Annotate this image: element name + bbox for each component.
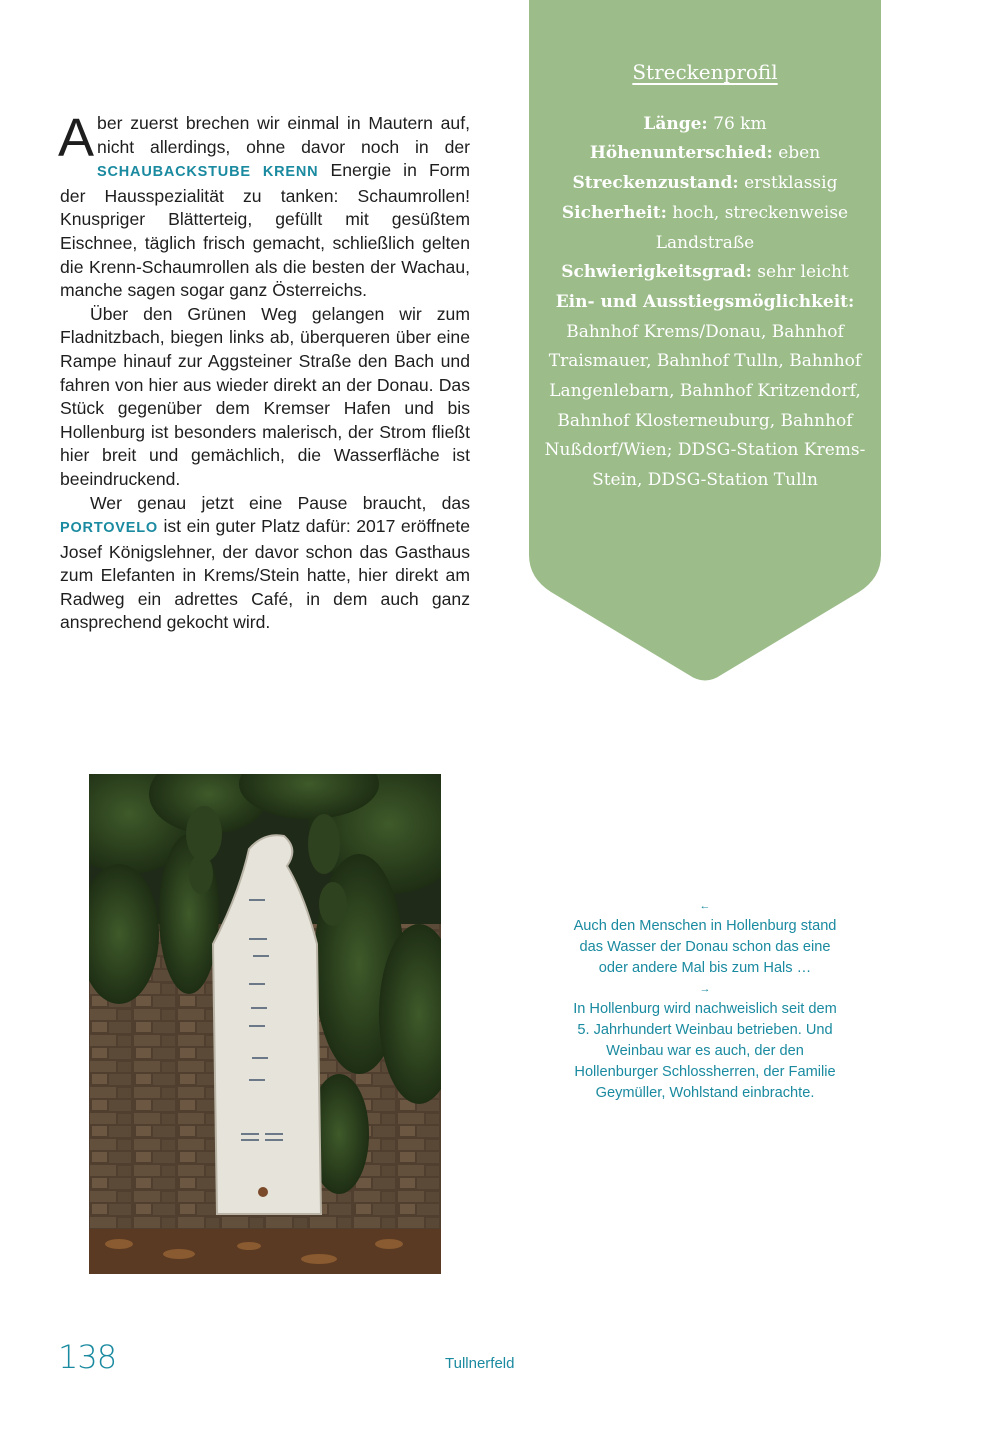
main-text — [58, 108, 470, 635]
section-name: Tullnerfeld — [445, 1355, 515, 1372]
flood-marker-photo — [89, 774, 441, 1274]
profile-title: Streckenprofil — [632, 60, 778, 84]
image-captions — [570, 896, 840, 1104]
profile-item-laenge: Länge: 76 km — [643, 113, 767, 134]
profile-item-sicherheit: Sicherheit: hoch, streckenweise Landstraße — [561, 202, 849, 253]
profile-item-einstieg: Ein- und Ausstiegsmöglichkeit: Bahnhof Krems/Donau, Bahnhof Traismauer, Bahnhof Tulln, Bahnhof Langenlebarn, Bahnhof Kritzendorf, Bahnhof Klosterneuburg, Bahnhof Nußdorf/Wien; DDSG-Station Krems-Stein, DDSG-Station Tulln — [544, 291, 866, 491]
profile-item-streckenzustand: Streckenzustand: erstklassig — [572, 173, 838, 194]
paragraph-1-text-a: ber zuerst brechen wir einmal in Mautern auf, nicht allerdings, ohne davor noch in der — [97, 113, 470, 157]
caption-left: Auch den Menschen in Hollenburg stand das Wasser der Donau schon das eine oder andere Mal bis zum Hals … — [573, 918, 837, 976]
profile-item-schwierigkeitsgrad: Schwierigkeitsgrad: sehr leicht — [561, 262, 849, 283]
arrow-left-icon: ← — [699, 900, 711, 912]
photo-illustration — [89, 774, 441, 1274]
arrow-right-icon: → — [699, 983, 711, 995]
drop-cap: A — [58, 108, 95, 168]
highlight-schaubackstube: SCHAUBACKSTUBE KRENN — [97, 164, 319, 181]
paragraph-1-text-b: Energie in Form der Hausspezialität zu tanken: Schaumrollen! Knuspriger Blätterteig, gefüllt mit gesüßtem Eischnee, täglich frisch gemacht, schließlich gelten die Krenn-Schaumrollen als die besten der Wachau, manche sagen sogar ganz Österreichs. — [60, 160, 470, 301]
route-profile-box — [529, 0, 881, 686]
profile-item-hoehenunterschied: Höhenunterschied: eben — [589, 143, 821, 164]
paragraph-1 — [58, 108, 470, 303]
paragraph-3 — [60, 492, 470, 636]
paragraph-3-text-a: Wer genau jetzt eine Pause braucht, das — [90, 492, 470, 513]
highlight-portovelo: PORTOVELO — [60, 520, 158, 537]
paragraph-3-text-b: ist ein guter Platz dafür: 2017 eröffnete Josef Königslehner, der davor schon das Gasthaus zum Elefanten in Krems/Stein hatte, hier direkt am Radweg ein adrettes Café, in dem auch ganz ansprechend gekocht wird. — [60, 516, 470, 633]
paragraph-2: Über den Grünen Weg gelangen wir zum Fladnitzbach, biegen links ab, überqueren über eine Rampe hinauf zur Aggsteiner Straße den Bach und fahren von hier aus wieder direkt an der Donau. Das Stück gegenüber dem Kremser Hafen und bis Hollenburg ist besonders malerisch, der Strom fließt hier breit und gemächlich, die Wasserfläche ist beeindruckend. — [60, 303, 470, 489]
caption-right: In Hollenburg wird nachweislich seit dem 5. Jahrhundert Weinbau betrieben. Und Weinbau war es auch, der den Hollenburger Schlossherren, der Familie Geymüller, Wohlstand einbrachte. — [573, 1001, 837, 1101]
page-number: 138 — [58, 1338, 117, 1376]
